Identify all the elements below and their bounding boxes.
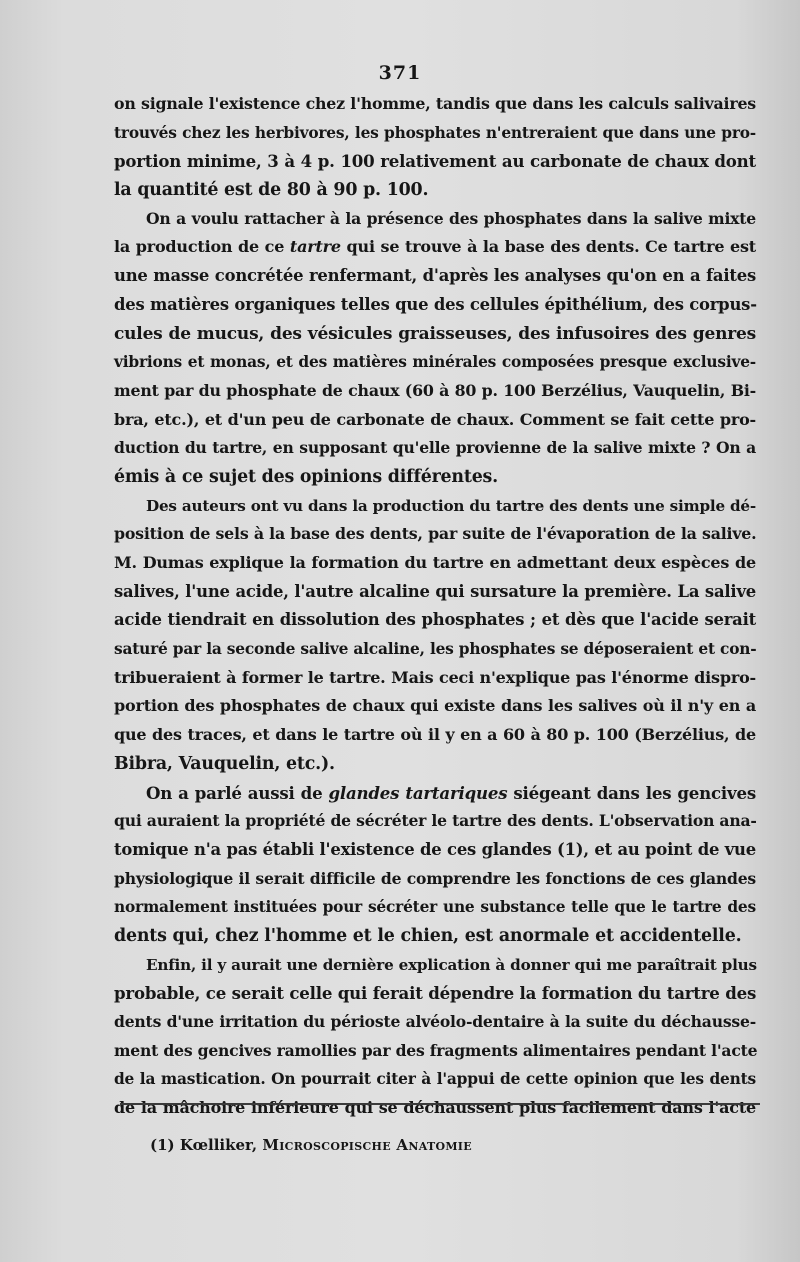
text-line: On a voulu rattacher à la présence des phosphates dans la salive mixte (146, 208, 756, 228)
text-line: ment par du phosphate de chaux (60 à 80 p. 100 Berzélius, Vauquelin, Bi- (114, 380, 756, 400)
footnote (150, 1136, 472, 1154)
text-line: une masse concrétée renfermant, d'après les analyses qu'on en a faites (114, 266, 756, 286)
text-line: ment des gencives ramollies par des fragments alimentaires pendant l'acte (114, 1040, 758, 1060)
text-line: cules de mucus, des vésicules graisseuses, des infusoires des genres (114, 323, 756, 344)
text-line: que des traces, et dans le tartre où il y en a 60 à 80 p. 100 (Berzélius, de (114, 725, 756, 745)
text-line: M. Dumas explique la formation du tartre en admettant deux espèces de (114, 553, 756, 572)
text-line: de la mastication. On pourrait citer à l'appui de cette opinion que les dents (114, 1070, 756, 1089)
text-line: des matières organiques telles que des cellules épithélium, des corpus- (114, 294, 757, 314)
text-line: dents qui, chez l'homme et le chien, est anormale et accidentelle. (114, 925, 742, 946)
text-line: la production de ce tartre qui se trouve à la base des dents. Ce tartre est (114, 237, 756, 257)
text-line: probable, ce serait celle qui ferait dépendre la formation du tartre des (114, 983, 757, 1004)
text-line: Enfin, il y aurait une dernière explication à donner qui me paraîtrait plus (146, 955, 757, 974)
footnote-author: Kœlliker, (179, 1136, 258, 1154)
text-line: bra, etc.), et d'un peu de carbonate de chaux. Comment se fait cette pro- (114, 409, 756, 429)
text-line: physiologique il serait difficile de comprendre les fonctions de ces glandes (114, 868, 756, 888)
text-line: duction du tartre, en supposant qu'elle provienne de la salive mixte ? On a (114, 438, 756, 458)
text-line: émis à ce sujet des opinions différentes. (114, 466, 499, 487)
text-line: tomique n'a pas établi l'existence de ces glandes (1), et au point de vue (114, 839, 756, 859)
text-line: On a parlé aussi de glandes tartariques siégeant dans les gencives (146, 782, 756, 803)
text-line: acide tiendrait en dissolution des phosphates ; et dès que l'acide serait (114, 610, 756, 630)
text-line: qui auraient la propriété de sécréter le tartre des dents. L'observation ana- (114, 811, 757, 831)
footnote-title: Microscopische Anatomie (262, 1136, 472, 1154)
text-line: dents d'une irritation du périoste alvéolo-dentaire à la suite du déchausse- (114, 1012, 756, 1031)
body-text (114, 90, 756, 1123)
text-line: position de sels à la base des dents, par suite de l'évaporation de la salive. (114, 524, 757, 544)
text-line: salives, l'une acide, l'autre alcaline qui sursature la première. La salive (114, 581, 756, 601)
text-line: de la mâchoire inférieure qui se déchaussent plus facilement dans l'acte (114, 1098, 756, 1118)
page-number: 371 (378, 62, 422, 84)
text-line: vibrions et monas, et des matières minérales composées presque exclusive- (114, 353, 756, 372)
text-line: normalement instituées pour sécréter une substance telle que le tartre des (114, 898, 756, 917)
text-line: on signale l'existence chez l'homme, tandis que dans les calculs salivaires (114, 94, 756, 113)
text-line: tribueraient à former le tartre. Mais ceci n'explique pas l'énorme dispro- (114, 667, 756, 687)
text-line: Bibra, Vauquelin, etc.). (114, 753, 335, 774)
text-line: portion des phosphates de chaux qui existe dans les salives où il n'y en a (114, 696, 756, 716)
text-line: portion minime, 3 à 4 p. 100 relativement au carbonate de chaux dont (114, 151, 756, 172)
text-line: Des auteurs ont vu dans la production du tartre des dents une simple dé- (146, 496, 756, 515)
footnote-marker: (1) (150, 1136, 175, 1154)
footnote-divider (120, 1103, 760, 1105)
text-line: trouvés chez les herbivores, les phosphates n'entreraient que dans une pro- (114, 123, 756, 142)
text-line: la quantité est de 80 à 90 p. 100. (114, 180, 429, 201)
text-line: saturé par la seconde salive alcaline, les phosphates se déposeraient et con- (114, 640, 757, 659)
